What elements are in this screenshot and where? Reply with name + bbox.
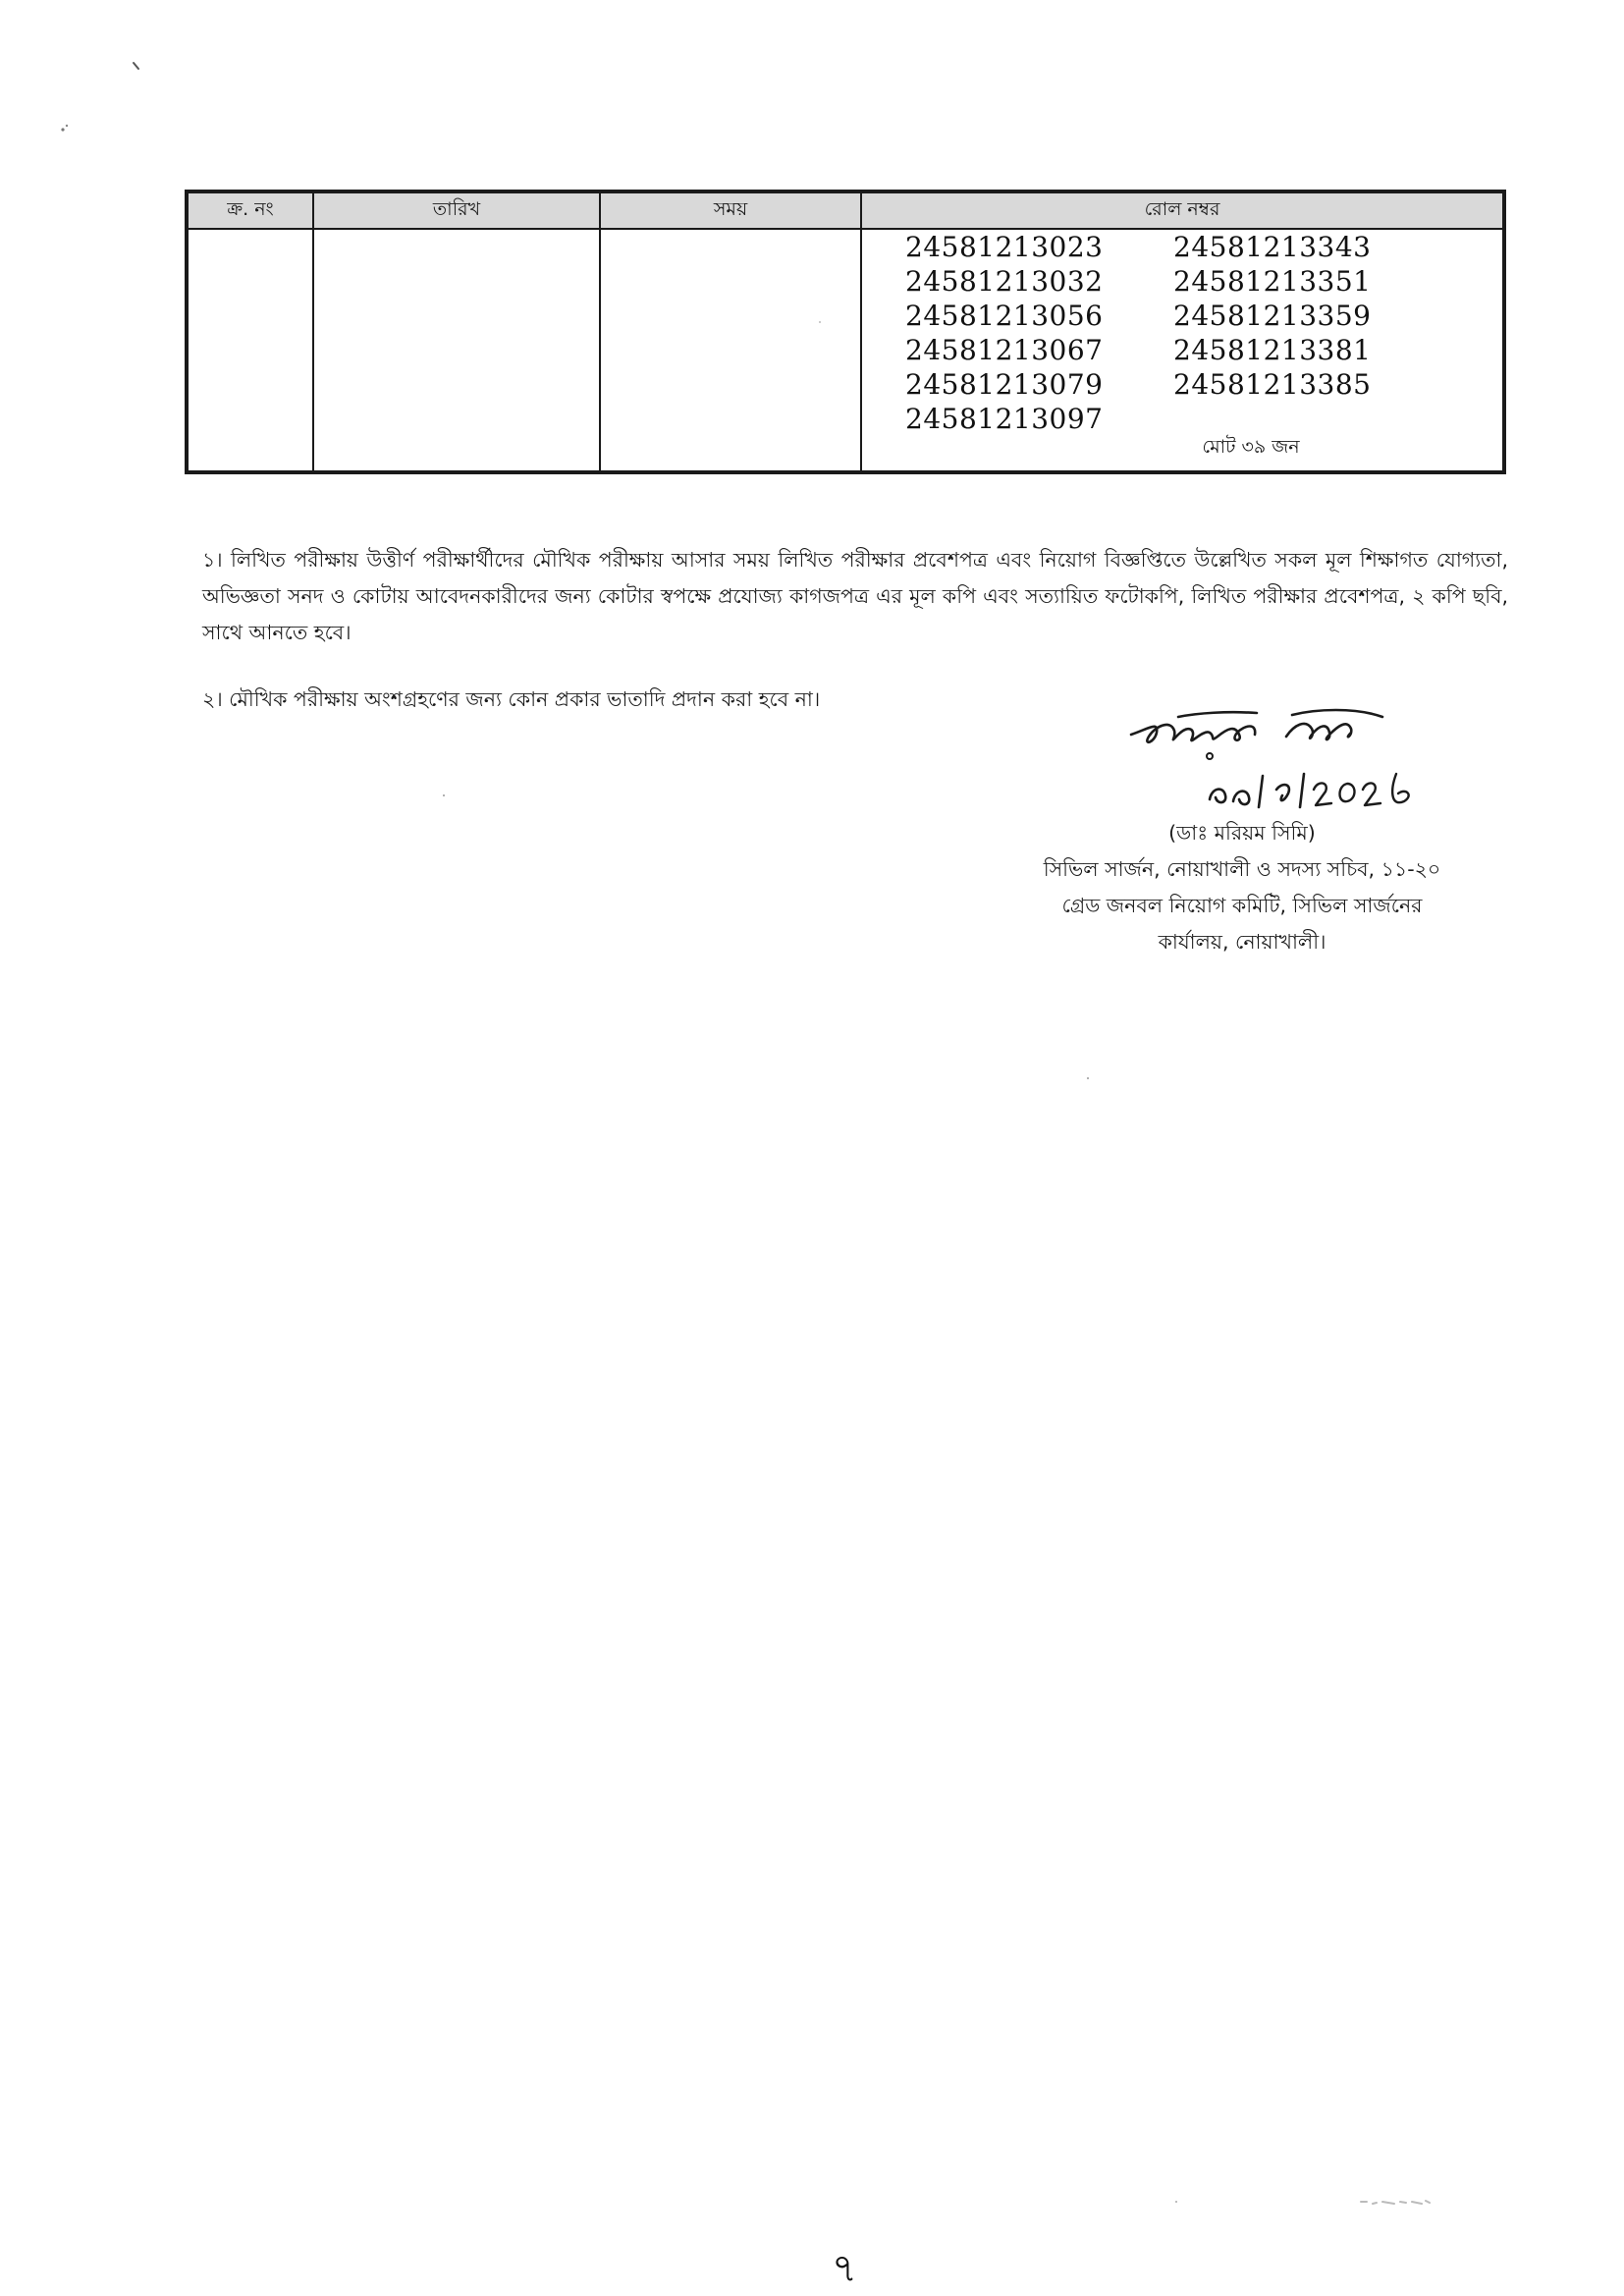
instructions: [202, 542, 1508, 718]
page-number: ৭: [832, 2246, 858, 2291]
cell-date: [313, 229, 600, 471]
roll-number: 24581213385: [1173, 368, 1372, 401]
roll-total: মোট ৩৯ জন: [1202, 436, 1300, 458]
roll-number-table: [185, 190, 1506, 474]
roll-number-list: [905, 230, 1389, 436]
roll-number: 24581213359: [1173, 300, 1372, 332]
header-time: সময়: [600, 192, 861, 229]
signatory-line-3: কার্যালয়, নোয়াখালী।: [1158, 930, 1326, 954]
roll-number: 24581213381: [1173, 334, 1372, 366]
roll-number: 24581213079: [905, 368, 1104, 401]
signatory-line-1: সিভিল সার্জন, নোয়াখালী ও সদস্য সচিব, ১১-২০: [1043, 857, 1441, 881]
instruction-2: ২। মৌখিক পরীক্ষায় অংশগ্রহণের জন্য কোন প্রকার ভাতাদি প্রদান করা হবে না।: [202, 687, 821, 711]
header-date: তারিখ: [313, 192, 600, 229]
table-row: [188, 229, 1503, 471]
roll-number: 24581213032: [905, 265, 1104, 298]
signatory-name: (ডাঃ মরিয়ম সিমি): [1168, 821, 1316, 845]
signatory-block: [967, 815, 1517, 960]
roll-number: 24581213067: [905, 334, 1104, 366]
roll-number: 24581213351: [1173, 265, 1372, 298]
roll-number: 24581213343: [1173, 231, 1372, 263]
roll-number: 24581213056: [905, 300, 1104, 332]
roll-number: 24581213023: [905, 231, 1104, 263]
cell-roll-numbers: [861, 229, 1503, 471]
handwritten-signature: [1119, 699, 1473, 817]
instruction-1: ১। লিখিত পরীক্ষায় উত্তীর্ণ পরীক্ষার্থীদের মৌখিক পরীক্ষায় আসার সময় লিখিত পরীক্ষার প্রবেশপত্র এবং নিয়োগ বিজ্ঞপ্তিতে উল্লেখিত সকল মূল শিক্ষাগত যোগ্যতা, অভিজ্ঞতা সনদ ও কোটায় আবেদনকারীদের জন্য কোটার স্বপক্ষে প্রযোজ্য কাগজপত্র এর মূল কপি এবং সত্যায়িত ফটোকপি, লিখিত পরীক্ষার প্রবেশপত্র, ২ কপি ছবি, সাথে আনতে হবে।: [202, 548, 1508, 644]
header-serial: ক্র. নং: [188, 192, 313, 229]
table-header-row: [188, 192, 1503, 229]
roll-number: 24581213097: [905, 403, 1104, 435]
cell-serial: [188, 229, 313, 471]
header-roll: রোল নম্বর: [861, 192, 1503, 229]
cell-time: [600, 229, 861, 471]
signatory-line-2: গ্রেড জনবল নিয়োগ কমিটি, সিভিল সার্জনের: [1061, 894, 1423, 917]
